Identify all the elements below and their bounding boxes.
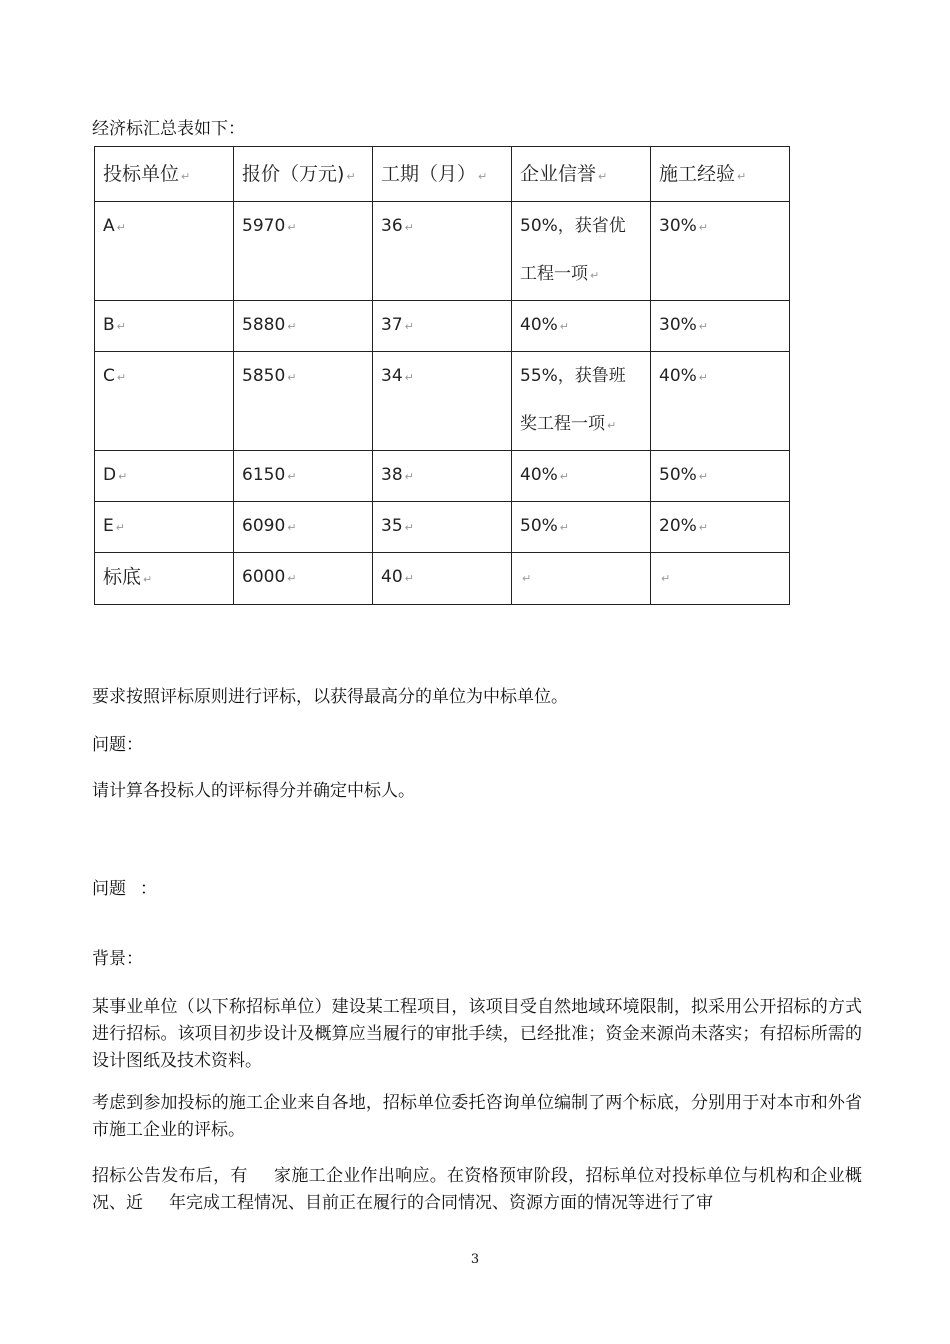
table-cell: 6090 ↵ (234, 502, 373, 553)
table-cell: 5880 ↵ (234, 301, 373, 352)
table-cell: ↵ (651, 553, 790, 605)
table-row (95, 301, 790, 352)
question-text: 请计算各投标人的评标得分并确定中标人。 (92, 781, 415, 801)
table-cell: A ↵ (95, 202, 234, 301)
background-paragraph-1: 某事业单位（以下称招标单位）建设某工程项目，该项目受自然地域环境限制，拟采用公开招标的方式进行招标。该项目初步设计及概算应当履行的审批手续，已经批准；资金来源尚未落实；有招标所需的设计图纸及技术资料。 (92, 997, 862, 1071)
table-row (95, 553, 790, 605)
table-cell: 36 ↵ (373, 202, 512, 301)
table-cell: 40% ↵ (512, 301, 651, 352)
table-cell: 30% ↵ (651, 202, 790, 301)
table-cell: D ↵ (95, 451, 234, 502)
header-cell: 施工经验 ↵ (651, 147, 790, 202)
table-cell: 37 ↵ (373, 301, 512, 352)
question-label: 问题 ： (92, 879, 157, 899)
evaluation-requirement-text: 要求按照评标原则进行评标，以获得最高分的单位为中标单位。 (92, 687, 568, 707)
table-cell: 35 ↵ (373, 502, 512, 553)
table-cell: 标底 ↵ (95, 553, 234, 605)
header-cell: 工期（月） ↵ (373, 147, 512, 202)
table-cell: 6000 ↵ (234, 553, 373, 605)
question-heading: 问题： (92, 735, 143, 755)
header-cell: 企业信誉 ↵ (512, 147, 651, 202)
table-cell: 40% ↵ (651, 352, 790, 451)
table-cell: C ↵ (95, 352, 234, 451)
table-cell: 34 ↵ (373, 352, 512, 451)
table-cell: 55%，获鲁班奖工程一项 ↵ (512, 352, 651, 451)
bid-summary-table (94, 146, 790, 605)
table-cell: 20% ↵ (651, 502, 790, 553)
table-cell: 30% ↵ (651, 301, 790, 352)
table-cell: 40 ↵ (373, 553, 512, 605)
background-heading: 背景： (92, 949, 143, 969)
table-cell: ↵ (512, 553, 651, 605)
table-row (95, 451, 790, 502)
table-cell: 38 ↵ (373, 451, 512, 502)
table-cell: 50% ↵ (651, 451, 790, 502)
table-row (95, 352, 790, 451)
header-cell: 报价（万元) ↵ (234, 147, 373, 202)
table-cell: 5970 ↵ (234, 202, 373, 301)
table-caption: 经济标汇总表如下： (92, 119, 245, 139)
table-header-row (95, 147, 790, 202)
table-cell: 5850 ↵ (234, 352, 373, 451)
table-cell: 40% ↵ (512, 451, 651, 502)
table-cell: 50% ↵ (512, 502, 651, 553)
table-cell: 6150 ↵ (234, 451, 373, 502)
table-row (95, 502, 790, 553)
background-paragraph-2: 考虑到参加投标的施工企业来自各地，招标单位委托咨询单位编制了两个标底，分别用于对本市和外省市施工企业的评标。 (92, 1093, 862, 1140)
table-cell: E ↵ (95, 502, 234, 553)
table-cell: 50%，获省优工程一项 ↵ (512, 202, 651, 301)
bid-summary-table-container (94, 146, 790, 605)
page-number: 3 (470, 1252, 480, 1267)
header-cell: 投标单位 ↵ (95, 147, 234, 202)
table-cell: B ↵ (95, 301, 234, 352)
background-paragraph-3: 招标公告发布后，有 家施工企业作出响应。在资格预审阶段，招标单位对投标单位与机构和企业概况、近 年完成工程情况、目前正在履行的合同情况、资源方面的情况等进行了审 (92, 1166, 863, 1213)
table-row (95, 202, 790, 301)
